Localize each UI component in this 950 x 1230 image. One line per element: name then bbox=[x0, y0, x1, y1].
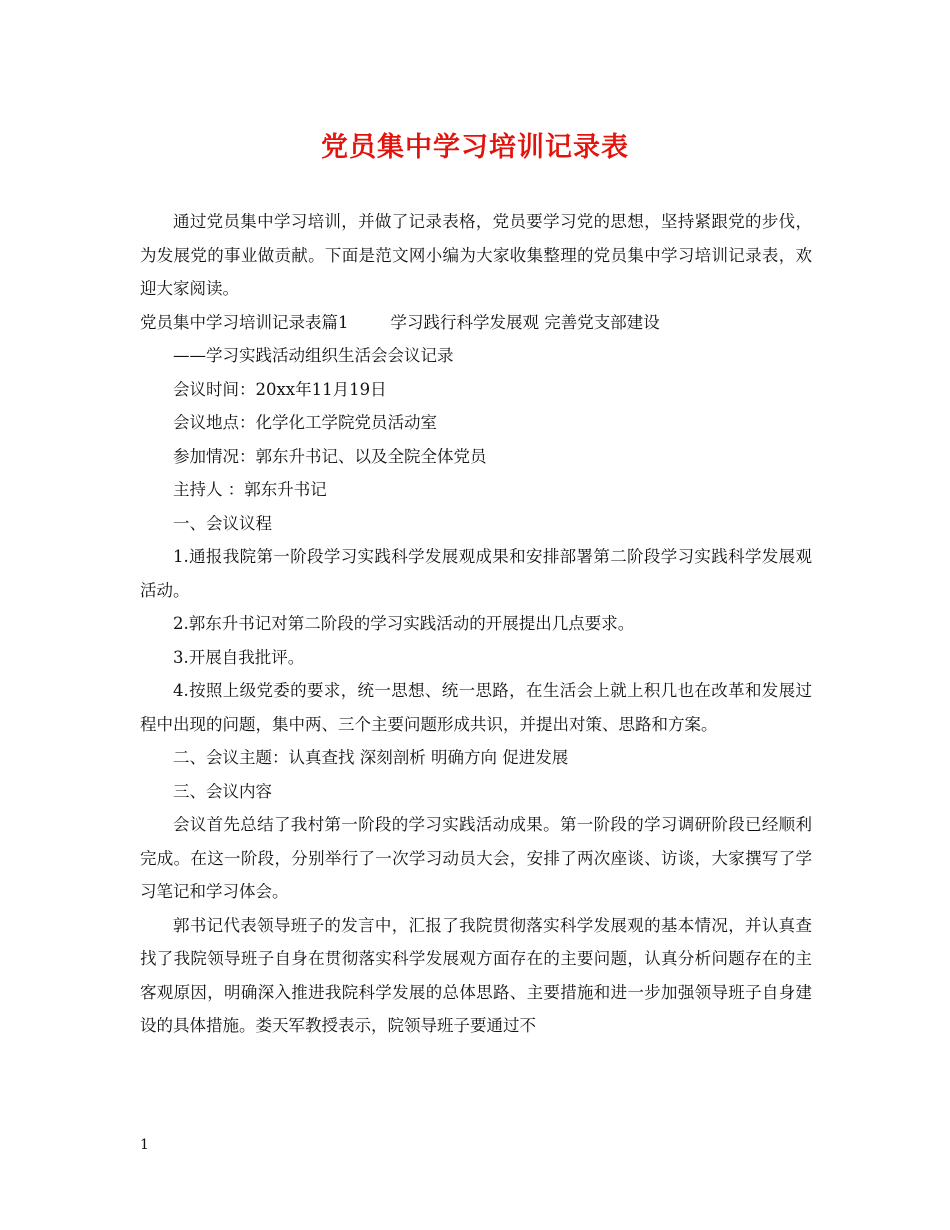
paragraph-attendance: 参加情况：郭东升书记、以及全院全体党员 bbox=[173, 446, 487, 466]
paragraph-section-heading: 党员集中学习培训记录表篇1 学习践行科学发展观 完善党支部建设 bbox=[140, 312, 660, 332]
paragraph-subtitle: ——学习实践活动组织生活会会议记录 bbox=[173, 346, 454, 365]
paragraph-content-heading: 三、会议内容 bbox=[173, 781, 272, 801]
paragraph-meeting-time: 会议时间：20xx年11月19日 bbox=[173, 379, 387, 399]
paragraph-agenda-item-4: 4.按照上级党委的要求，统一思想、统一思路，在生活会上就上积几也在改革和发展过程中出现的问题，集中两、三个主要问题形成共识，并提出对策、思路和方案。 bbox=[140, 681, 812, 734]
paragraph-content-1: 会议首先总结了我村第一阶段的学习实践活动成果。第一阶段的学习调研阶段已经顺利完成。在这一阶段，分别举行了一次学习动员大会，安排了两次座谈、访谈，大家撰写了学习笔记和学习体会。 bbox=[140, 815, 812, 901]
document-body bbox=[140, 205, 812, 1043]
paragraph-agenda-heading: 一、会议议程 bbox=[173, 513, 272, 533]
paragraph-host: 主持人 ：郭东升书记 bbox=[173, 480, 327, 499]
paragraph-agenda-item-3: 3.开展自我批评。 bbox=[173, 647, 305, 667]
paragraph-intro: 通过党员集中学习培训，并做了记录表格，党员要学习党的思想，坚持紧跟党的步伐，为发展党的事业做贡献。下面是范文网小编为大家收集整理的党员集中学习培训记录表，欢迎大家阅读。 bbox=[140, 212, 812, 298]
paragraph-agenda-item-1: 1.通报我院第一阶段学习实践科学发展观成果和安排部署第二阶段学习实践科学发展观活动。 bbox=[140, 547, 812, 600]
paragraph-meeting-location: 会议地点：化学化工学院党员活动室 bbox=[173, 413, 437, 432]
paragraph-theme: 二、会议主题：认真查找 深刻剖析 明确方向 促进发展 bbox=[173, 748, 569, 767]
page-number: 1 bbox=[140, 1137, 149, 1153]
paragraph-agenda-item-2: 2.郭东升书记对第二阶段的学习实践活动的开展提出几点要求。 bbox=[173, 614, 635, 633]
document-title: 党员集中学习培训记录表 bbox=[321, 132, 629, 163]
paragraph-content-2: 郭书记代表领导班子的发言中，汇报了我院贯彻落实科学发展观的基本情况，并认真查找了我院领导班子自身在贯彻落实科学发展观方面存在的主要问题，认真分析问题存在的主客观原因，明确深入推进我院科学发展的总体思路、主要措施和进一步加强领导班子自身建设的具体措施。娄天军教授表示，院领导班子要通过不 bbox=[140, 915, 812, 1035]
